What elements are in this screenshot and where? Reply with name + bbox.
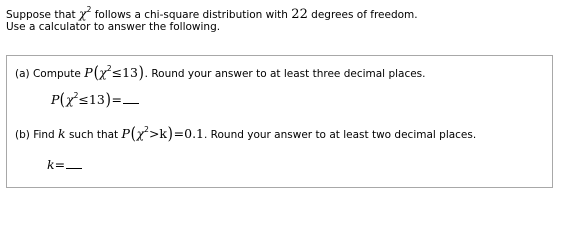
chi-symbol: χ	[99, 65, 107, 80]
part-b-label: (b) Find	[15, 129, 59, 141]
chi-symbol: χ	[79, 6, 87, 21]
part-a-instructions: . Round your answer to at least three decimal places.	[144, 68, 426, 80]
close-paren: )	[138, 63, 144, 83]
degrees-of-freedom: 22	[291, 7, 308, 22]
part-b-answer-blank[interactable]	[66, 167, 82, 169]
intro-text: degrees of freedom.	[307, 9, 418, 21]
probability-symbol: P	[121, 126, 130, 141]
superscript-2: 2	[144, 125, 149, 134]
close-paren: )	[105, 90, 111, 110]
part-b-text: such that	[65, 129, 122, 141]
superscript-2: 2	[86, 5, 92, 14]
open-paren: (	[60, 90, 66, 110]
probability-symbol: P	[51, 92, 60, 107]
intro-text: follows a chi-square distribution with	[91, 9, 292, 21]
relation-text: ≤13	[78, 92, 105, 107]
chi-symbol: χ	[136, 126, 145, 141]
part-b-prompt	[15, 124, 477, 144]
probability-symbol: P	[84, 65, 93, 80]
open-paren: (	[130, 124, 136, 144]
part-a-label: (a) Compute	[15, 68, 85, 80]
superscript-2: 2	[73, 91, 79, 100]
question-panel	[6, 55, 553, 188]
superscript-2: 2	[106, 64, 112, 73]
intro-line-1	[6, 7, 546, 21]
part-a-answer-row	[51, 90, 139, 110]
part-a-answer-blank[interactable]	[123, 102, 139, 104]
part-b-instructions: . Round your answer to at least two decimal places.	[204, 129, 477, 141]
k-variable: k	[47, 157, 55, 172]
intro-line-2: Use a calculator to answer the following.	[6, 21, 221, 33]
chi-symbol: χ	[66, 92, 74, 107]
probability-value: =0.1	[173, 126, 204, 141]
part-b-answer-row	[47, 157, 82, 172]
equals-sign: =	[54, 157, 66, 172]
relation-text: ≤13	[111, 65, 138, 80]
open-paren: (	[93, 63, 99, 83]
part-a-prompt	[15, 63, 426, 83]
close-paren: )	[167, 124, 173, 144]
intro-text: Suppose that	[6, 9, 80, 21]
k-variable: k	[58, 126, 66, 141]
problem-intro	[6, 7, 546, 35]
relation-text: >k	[148, 126, 167, 141]
equals-sign: =	[111, 92, 122, 107]
